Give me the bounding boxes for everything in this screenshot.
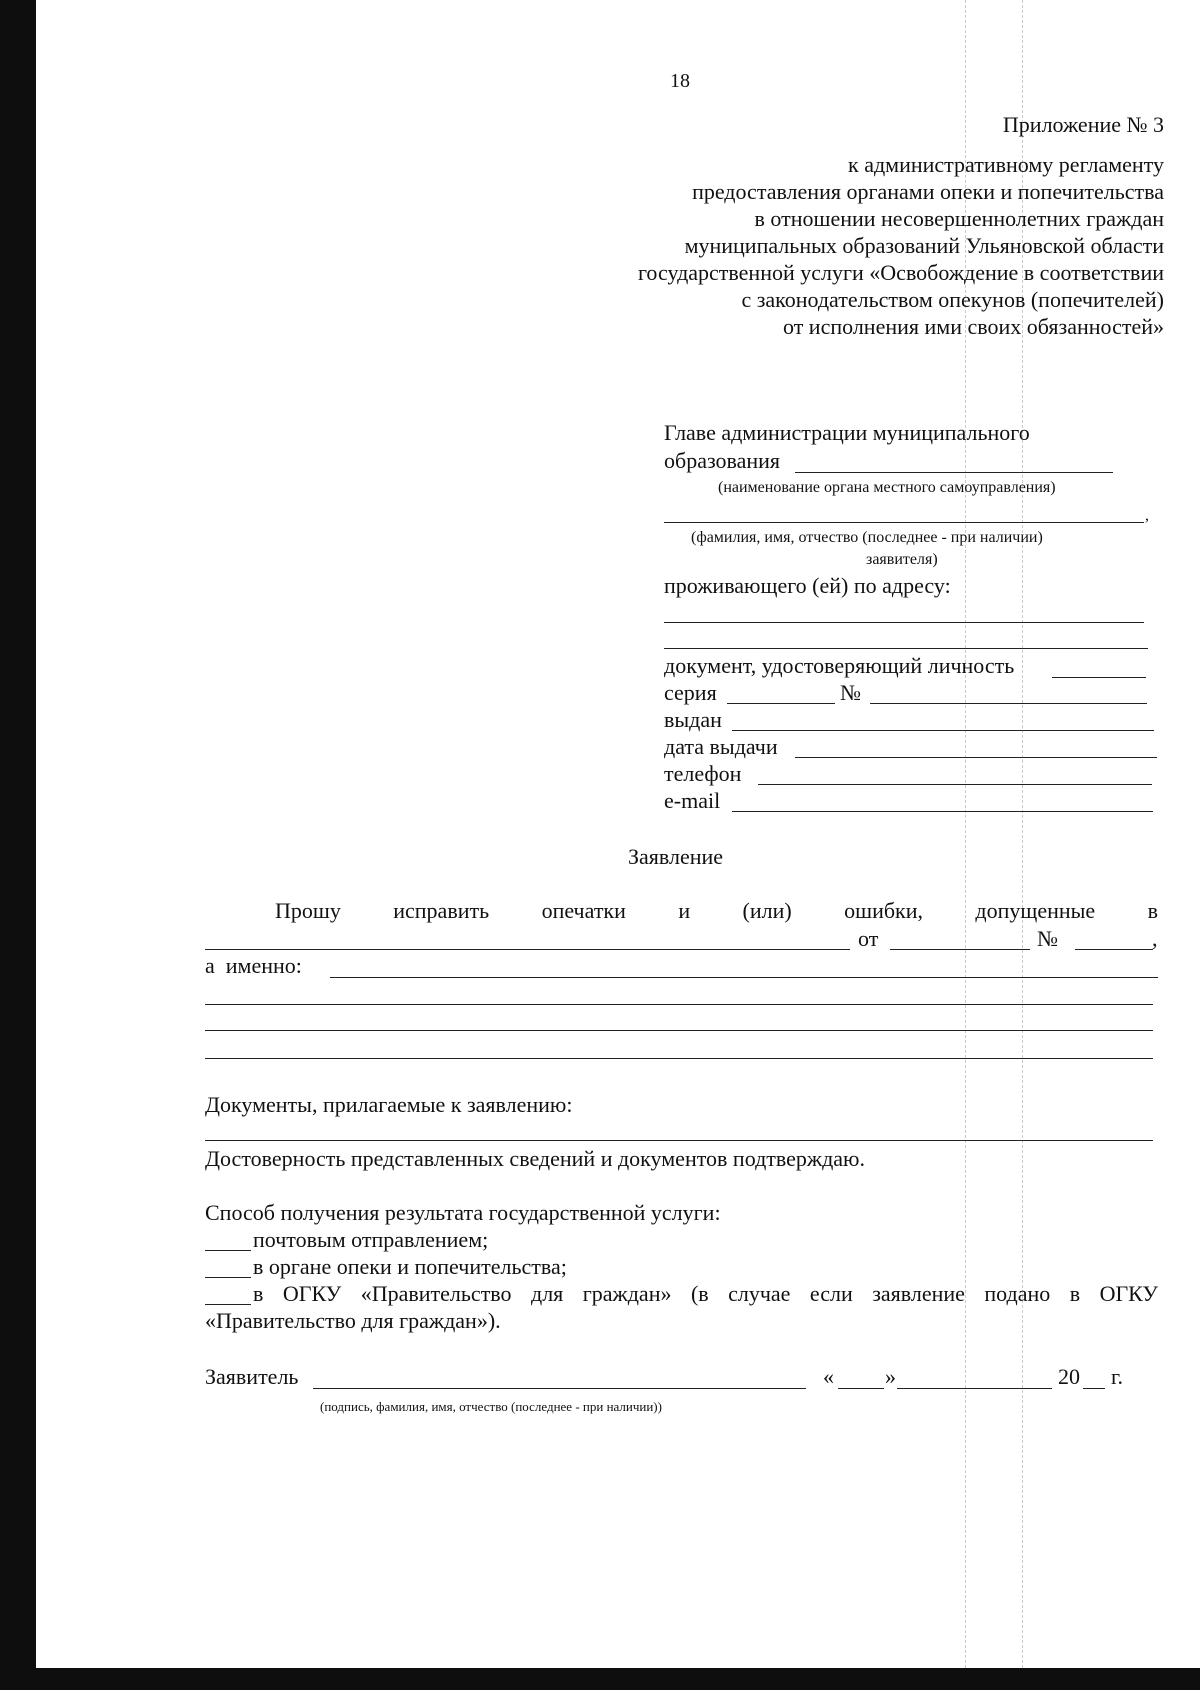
day-field[interactable]: [838, 1388, 884, 1389]
errors-description-field[interactable]: [205, 1058, 1153, 1059]
phone-field[interactable]: [758, 784, 1152, 785]
year-prefix: 20: [1058, 1364, 1080, 1389]
option-word: ОГКУ: [1099, 1281, 1158, 1306]
issued-label: выдан: [664, 707, 722, 732]
appendix-line: предоставления органами опеки и попечительства: [692, 179, 1164, 204]
attached-documents-label: Документы, прилагаемые к заявлению:: [205, 1092, 573, 1117]
appendix-line: с законодательством опекунов (попечителей): [741, 287, 1164, 312]
option-word: заявление: [872, 1281, 965, 1306]
address-field[interactable]: [664, 622, 1144, 623]
appendix-line: в отношении несовершеннолетних граждан: [754, 206, 1164, 231]
document-date-field[interactable]: [890, 949, 1030, 950]
option-word: для: [531, 1281, 564, 1306]
email-label: e-mail: [664, 788, 721, 813]
appendix-line: муниципальных образований Ульяновской области: [684, 233, 1164, 258]
signature-hint: (подпись, фамилия, имя, отчество (последнее - при наличии)): [320, 1399, 662, 1414]
applicant-label: Заявитель: [205, 1364, 299, 1389]
series-field[interactable]: [727, 703, 835, 704]
option-word: подано: [984, 1281, 1051, 1306]
statement-title: Заявление: [628, 844, 724, 869]
option-word: (в: [690, 1281, 709, 1306]
page-number: 18: [670, 70, 690, 92]
errors-description-field[interactable]: [205, 1004, 1153, 1005]
option-word: в: [1069, 1281, 1081, 1306]
id-document-field[interactable]: [1052, 677, 1146, 678]
delivery-option-checkbox[interactable]: [205, 1277, 251, 1278]
number-label: №: [840, 680, 861, 705]
organ-name-hint: (наименование органа местного самоуправления): [718, 479, 1056, 496]
issue-date-field[interactable]: [795, 757, 1157, 758]
year-field[interactable]: [1083, 1388, 1105, 1389]
option-word: в: [253, 1281, 264, 1306]
request-word: в: [1147, 898, 1158, 923]
appendix-line: к административному регламенту: [848, 152, 1164, 177]
applicant-name-hint: (фамилия, имя, отчество (последнее - при наличии): [691, 529, 1043, 546]
delivery-option-mail: почтовым отправлением;: [253, 1227, 489, 1252]
request-word: (или): [742, 898, 792, 923]
document-name-field[interactable]: [205, 949, 850, 950]
quote-open: «: [823, 1364, 834, 1389]
number-label: №: [1037, 926, 1058, 951]
series-label: серия: [664, 680, 717, 705]
applicant-signature-field[interactable]: [313, 1388, 806, 1389]
appendix-title: Приложение № 3: [1002, 112, 1164, 137]
scan-border-bottom: [0, 1668, 1200, 1690]
delivery-method-label: Способ получения результата государственной услуги:: [205, 1200, 721, 1225]
applicant-name-field[interactable]: [664, 522, 1144, 523]
addressee-line: Главе администрации муниципального: [664, 420, 1030, 445]
organ-name-field[interactable]: [795, 472, 1113, 473]
delivery-option-checkbox[interactable]: [205, 1304, 251, 1305]
quote-close: »: [885, 1364, 896, 1389]
phone-label: телефон: [664, 761, 742, 786]
year-suffix: г.: [1111, 1364, 1124, 1389]
errors-description-field[interactable]: [330, 977, 1158, 978]
delivery-option-guardianship: в органе опеки и попечительства;: [253, 1254, 567, 1279]
request-word: Прошу: [275, 898, 341, 923]
option-word: граждан»: [582, 1281, 672, 1306]
id-document-label: документ, удостоверяющий личность: [664, 653, 1015, 678]
addressee-organ-label: образования: [664, 448, 781, 473]
comma: ,: [1152, 926, 1158, 951]
appendix-line: государственной услуги «Освобождение в соответствии: [637, 260, 1164, 285]
issued-field[interactable]: [732, 730, 1154, 731]
request-word: ошибки,: [844, 898, 923, 923]
appendix-line: от исполнения ими своих обязанностей»: [782, 314, 1164, 339]
attached-documents-field[interactable]: [205, 1140, 1153, 1141]
issue-date-label: дата выдачи: [664, 734, 778, 759]
errors-description-field[interactable]: [205, 1030, 1153, 1031]
delivery-option-ogku: [253, 1281, 1158, 1307]
request-word: допущенные: [975, 898, 1096, 923]
request-word: исправить: [393, 898, 490, 923]
request-sentence: [275, 898, 1158, 924]
from-label: от: [858, 926, 879, 951]
confirmation-text: Достоверность представленных сведений и документов подтверждаю.: [205, 1146, 865, 1171]
email-field[interactable]: [732, 811, 1153, 812]
applicant-name-hint: заявителя): [866, 551, 938, 568]
namely-label: а именно:: [205, 953, 302, 978]
option-word: «Правительство: [360, 1281, 512, 1306]
delivery-option-ogku-cont: «Правительство для граждан»).: [205, 1308, 501, 1333]
delivery-option-checkbox[interactable]: [205, 1250, 251, 1251]
option-word: если: [809, 1281, 853, 1306]
comma: ,: [1145, 507, 1149, 524]
document-number-field[interactable]: [1075, 949, 1153, 950]
address-field[interactable]: [664, 648, 1148, 649]
option-word: случае: [728, 1281, 791, 1306]
request-word: и: [678, 898, 691, 923]
address-label: проживающего (ей) по адресу:: [664, 573, 951, 598]
month-field[interactable]: [897, 1388, 1052, 1389]
request-word: опечатки: [541, 898, 626, 923]
number-field[interactable]: [870, 703, 1147, 704]
scan-border-left: [0, 0, 36, 1690]
option-word: ОГКУ: [282, 1281, 342, 1306]
